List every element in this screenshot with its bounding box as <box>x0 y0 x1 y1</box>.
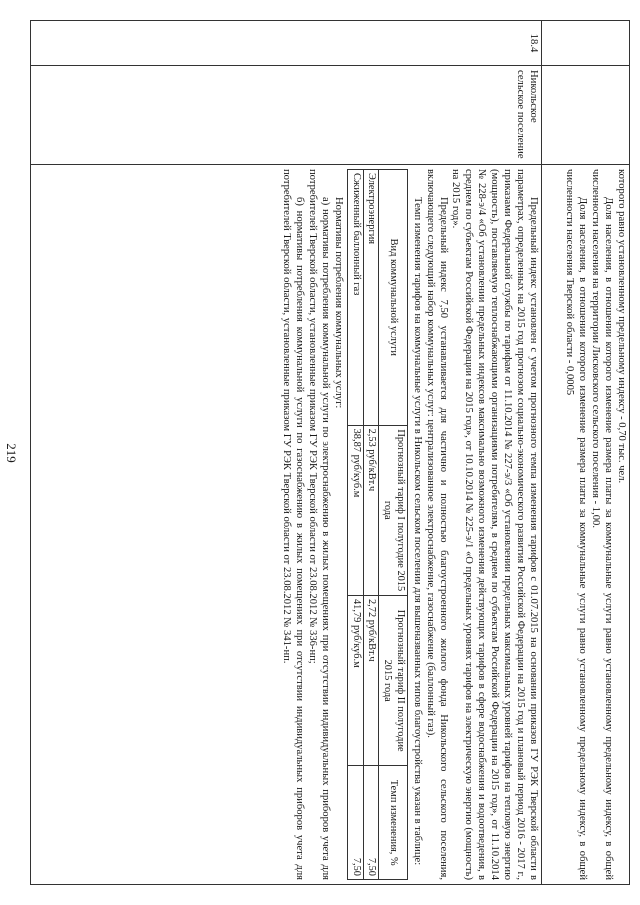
table-row <box>348 170 364 880</box>
page-number <box>0 0 22 905</box>
content-cell <box>31 165 542 885</box>
paragraph: б) нормативы потребления коммунальной услуги по газоснабжению в жилых помещениях при отсутствии индивидуальных приборов учета для потребителей Тверской области, установленные приказом ГУ РЭК Тверской области от 23.08.2012 № 341-нп. <box>281 169 306 880</box>
paragraph: а) нормативы потребления коммунальной услуги по электроснабжению в жилых помещениях при отсутствии индивидуальных приборов учета для потребителей Тверской области, установленные приказом ГУ РЭК Тверской области от 23.08.2012 № 336-нп; <box>307 169 332 880</box>
service-name: Сжиженный баллонный газ <box>348 170 364 426</box>
paragraph: Предельный индекс установлен с учетом прогнозного темпа изменения тарифов с 01.07.2015 на основании приказов ГУ РЭК Тверской области в параметрах, определенных на 2015 год прогнозом социально-экономического развития Российской Федерации на 2015 год и плановый период 2016 - 2017 г., приказами Федеральной службы по тарифам от 11.10.2014 № 227-э/3 «Об установлении предельных максимальных уровней тарифов на тепловую энергию (мощность), поставляемую теплоснабжающими организациями потребителям, в среднем по субъектам Российской Федерации на 2015 год», от 11.10.2014 № 228-э/4 «Об установлении предельных индексов максимально возможного изменения действующих тарифов в сфере водоснабжения и водоотведения, в среднем по субъектам Российской Федерации на 2015 год», от 10.10.2014 № 225-э/1 «О предельных уровнях тарифов на электрическую энергию (мощность) на 2015 год». <box>450 169 539 880</box>
row-number-cell <box>31 21 542 66</box>
tariff-h2: 2,72 руб/кВт.ч <box>363 595 379 765</box>
paragraph: Доля населения, в отношении которого изменение размера платы за коммунальные услуги равно установленному предельному индексу, в общей численности населения Тверской области - 0,0005 <box>564 169 589 880</box>
settlement-cell <box>542 66 630 165</box>
table-row-previous <box>542 21 630 885</box>
page-number-text: 219 <box>4 442 19 463</box>
column-header: Прогнозный тариф II полугодие 2015 года <box>379 595 407 765</box>
main-table <box>30 20 630 885</box>
rate-value: 7,50 <box>363 766 379 880</box>
tariff-h1: 38,87 руб/куб.м <box>348 425 364 595</box>
rate-value: 7,50 <box>348 766 364 880</box>
column-header: Прогнозный тариф I полугодие 2015 года <box>379 425 407 595</box>
content-cell <box>542 165 630 885</box>
service-name: Электроэнергия <box>363 170 379 426</box>
paragraph: которого равно установленному предельному индексу - 0,70 тыс. чел. <box>616 169 627 484</box>
paragraph: Предельный индекс 7,50 устанавливается для частично и полностью благоустроенного жилого фонда Никольского сельского поселения, включающего следующий набор коммунальных услуг: централизованное электроснабжение, газоснабжение (баллонный газ). <box>424 169 449 880</box>
paragraph: Нормативы потребления коммунальных услуг: <box>333 197 345 409</box>
tariff-h2: 41,79 руб/куб.м <box>348 595 364 765</box>
settlement-name: Никольское сельское поселение <box>515 70 539 159</box>
settlement-cell <box>31 66 542 165</box>
table-row-nikolskoe <box>31 21 542 885</box>
paragraph: Доля населения, в отношении которого изменение размера платы за коммунальные услуги равно установленному предельному индексу, в общей численности населения на территории Лисковского сельского поселения - 1,00. <box>590 169 615 880</box>
document-content <box>30 20 630 885</box>
tariff-header-row <box>379 170 407 880</box>
tariff-table <box>347 169 408 880</box>
tariff-h1: 2,53 руб/кВт.ч <box>363 425 379 595</box>
column-header: Темп изменения, % <box>379 766 407 880</box>
table-row <box>363 170 379 880</box>
row-number-cell <box>542 21 630 66</box>
paragraph: Темп изменения тарифов на коммунальные услуги в Никольском сельском поселении для вышеназванных типов благоустройства указан в таблице: <box>411 197 423 866</box>
row-number: 18.4 <box>528 33 539 53</box>
column-header: Вид коммунальной услуги <box>379 170 407 426</box>
